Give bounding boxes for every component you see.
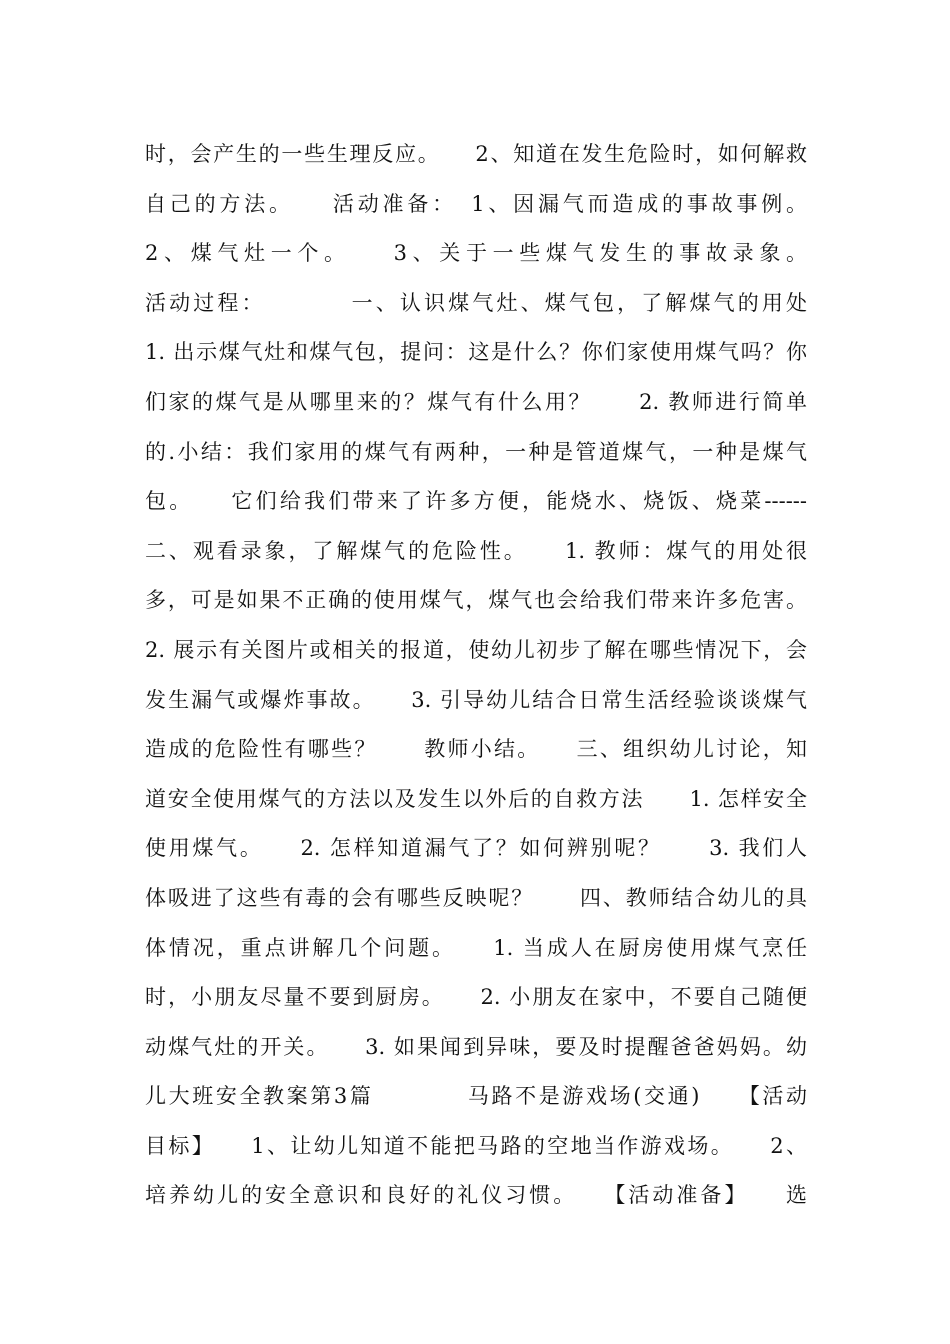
text-line: 们家的煤气是从哪里来的？煤气有什么用？ 2. 教师进行简单 (145, 389, 807, 414)
text-line: 包。 它们给我们带来了许多方便，能烧水、烧饭、烧菜------ (145, 489, 807, 514)
document-body (145, 130, 807, 1221)
text-line: 动煤气灶的开关。 3. 如果闻到异味，要及时提醒爸爸妈妈。幼 (145, 1034, 807, 1059)
text-line: 的.小结：我们家用的煤气有两种，一种是管道煤气，一种是煤气 (145, 439, 807, 464)
text-line: 2、煤气灶一个。 3、关于一些煤气发生的事故录象。 (145, 241, 807, 266)
text-line: 造成的危险性有哪些？ 教师小结。 三、组织幼儿讨论，知 (145, 737, 807, 762)
text-line: 2. 展示有关图片或相关的报道，使幼儿初步了解在哪些情况下，会 (145, 637, 807, 662)
text-line: 多，可是如果不正确的使用煤气，煤气也会给我们带来许多危害。 (145, 588, 807, 613)
text-line: 道安全使用煤气的方法以及发生以外后的自救方法 1. 怎样安全 (145, 786, 807, 811)
text-line: 二、观看录象，了解煤气的危险性。 1. 教师：煤气的用处很 (145, 538, 807, 563)
text-line: 活动过程： 一、认识煤气灶、煤气包，了解煤气的用处 (145, 290, 807, 315)
text-line: 发生漏气或爆炸事故。 3. 引导幼儿结合日常生活经验谈谈煤气 (145, 687, 807, 712)
text-line: 时，会产生的一些生理反应。 2、知道在发生危险时，如何解救 (145, 142, 807, 166)
text-line: 体情况，重点讲解几个问题。 1. 当成人在厨房使用煤气烹任 (145, 935, 807, 960)
text-line: 目标】 1、让幼儿知道不能把马路的空地当作游戏场。 2、 (145, 1133, 807, 1158)
text-line: 自己的方法。 活动准备： 1、因漏气而造成的事故事例。 (145, 191, 807, 216)
text-line: 时，小朋友尽量不要到厨房。 2. 小朋友在家中，不要自己随便 (145, 985, 807, 1010)
text-line: 1. 出示煤气灶和煤气包，提问：这是什么？你们家使用煤气吗？你 (145, 340, 807, 365)
text-line: 体吸进了这些有毒的会有哪些反映呢？ 四、教师结合幼儿的具 (145, 885, 807, 910)
text-line: 儿大班安全教案第3篇 马路不是游戏场(交通) 【活动 (145, 1084, 807, 1109)
text-line: 使用煤气。 2. 怎样知道漏气了？如何辨别呢？ 3. 我们人 (145, 836, 807, 861)
text-line: 培养幼儿的安全意识和良好的礼仪习惯。 【活动准备】 选 (145, 1183, 807, 1208)
